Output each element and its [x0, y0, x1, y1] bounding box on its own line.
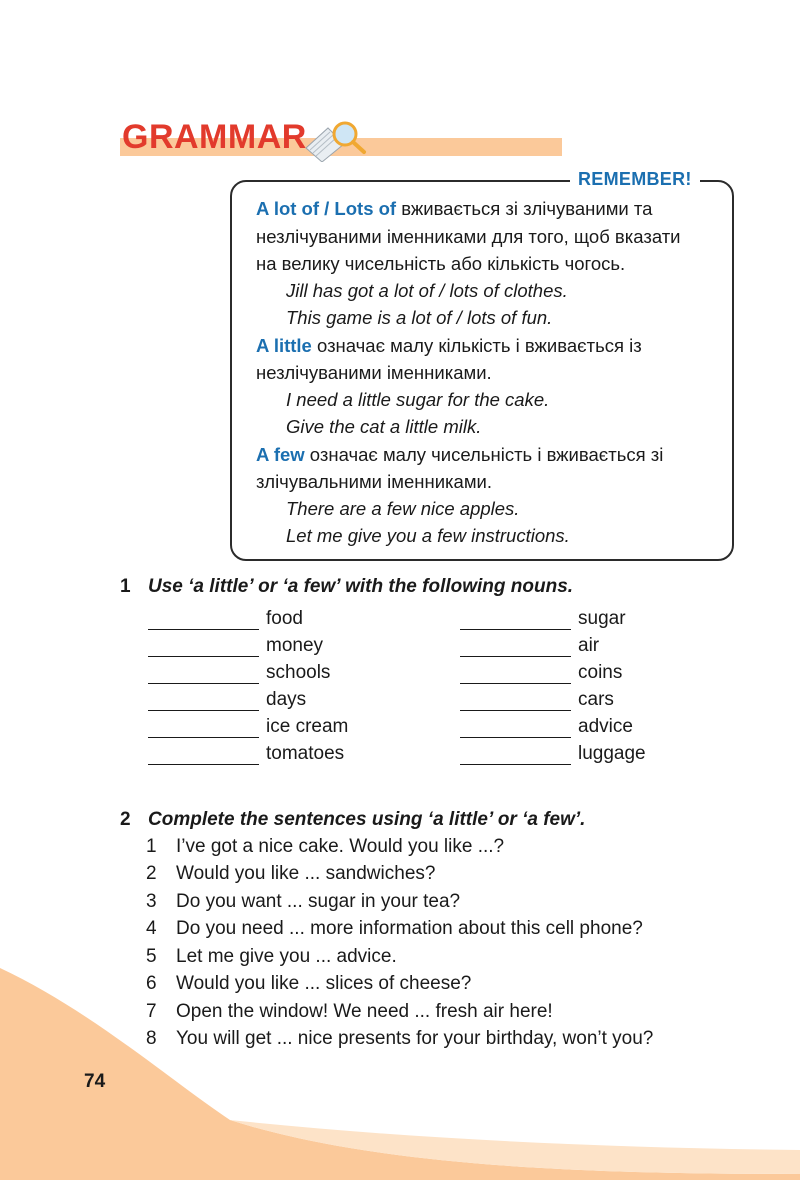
rule-text: злічувальними іменниками.	[256, 471, 493, 492]
exercise-2-instruction: 2 Complete the sentences using ‘a little’ or ‘a few’.	[120, 809, 586, 830]
example-sentence: I need a little sugar for the cake.	[286, 389, 550, 410]
fill-in-item: cars	[460, 689, 614, 711]
example-sentence: This game is a lot of / lots of fun.	[286, 307, 553, 328]
example-sentence: There are a few nice apples.	[286, 498, 520, 519]
example-sentence: Give the cat a little milk.	[286, 416, 482, 437]
rule-a-little: A little означає малу кількість і вживається із	[256, 335, 642, 356]
sentence-item: 8 You will get ... nice presents for your birthday, won’t you?	[146, 1028, 654, 1049]
sentence-item: 3 Do you want ... sugar in your tea?	[146, 891, 461, 912]
rule-lot-of: A lot of / Lots of вживається зі злічуваними та	[256, 198, 653, 219]
rule-a-few: A few означає малу чисельність і вживається зі	[256, 444, 664, 465]
sentence-item: 2 Would you like ... sandwiches?	[146, 863, 436, 884]
magnifier-book-icon	[300, 118, 370, 162]
example-sentence: Let me give you a few instructions.	[286, 525, 570, 546]
fill-in-item: money	[148, 635, 323, 657]
fill-in-item: food	[148, 608, 303, 630]
fill-in-item: advice	[460, 716, 633, 738]
answer-blank[interactable]	[460, 639, 571, 657]
answer-blank[interactable]	[460, 666, 571, 684]
answer-blank[interactable]	[148, 612, 259, 630]
answer-blank[interactable]	[460, 693, 571, 711]
fill-in-item: coins	[460, 662, 622, 684]
fill-in-item: schools	[148, 662, 330, 684]
rule-text: незлічуваними іменниками для того, щоб вказати	[256, 226, 681, 247]
exercise-1-instruction: 1 Use ‘a little’ or ‘a few’ with the following nouns.	[120, 576, 574, 597]
sentence-item: 6 Would you like ... slices of cheese?	[146, 973, 472, 994]
answer-blank[interactable]	[460, 747, 571, 765]
answer-blank[interactable]	[148, 747, 259, 765]
remember-label: REMEMBER!	[570, 169, 700, 190]
sentence-item: 5 Let me give you ... advice.	[146, 946, 397, 967]
answer-blank[interactable]	[148, 666, 259, 684]
sentence-item: 4 Do you need ... more information about this cell phone?	[146, 918, 643, 939]
example-sentence: Jill has got a lot of / lots of clothes.	[286, 280, 568, 301]
rule-text: незлічуваними іменниками.	[256, 362, 492, 383]
fill-in-item: luggage	[460, 743, 646, 765]
sentence-item: 1 I’ve got a nice cake. Would you like ...?	[146, 836, 505, 857]
answer-blank[interactable]	[148, 720, 259, 738]
fill-in-item: sugar	[460, 608, 626, 630]
rule-text: на велику чисельність або кількість чогось.	[256, 253, 626, 274]
fill-in-item: tomatoes	[148, 743, 344, 765]
fill-in-item: air	[460, 635, 599, 657]
term-a-little: A little	[256, 335, 312, 356]
page-number: 74	[84, 1071, 106, 1092]
section-title: GRAMMAR	[122, 118, 307, 156]
term-a-few: A few	[256, 444, 305, 465]
answer-blank[interactable]	[148, 639, 259, 657]
answer-blank[interactable]	[148, 693, 259, 711]
answer-blank[interactable]	[460, 720, 571, 738]
sentence-item: 7 Open the window! We need ... fresh air here!	[146, 1001, 553, 1022]
term-a-lot-of: A lot of / Lots of	[256, 198, 397, 219]
answer-blank[interactable]	[460, 612, 571, 630]
fill-in-item: ice cream	[148, 716, 348, 738]
fill-in-item: days	[148, 689, 306, 711]
